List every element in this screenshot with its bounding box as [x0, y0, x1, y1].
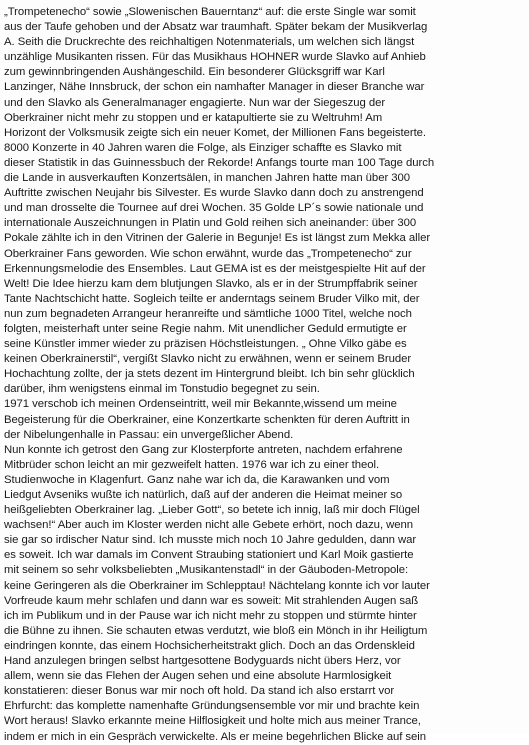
text-line: Pokale zählte ich in den Vitrinen der Galerie in Begunje! Es ist längst zum Mekka aller [4, 232, 431, 245]
text-line: folgten, meisterhaft unter seine Regie nahm. Mit unendlicher Geduld ermutigte er [4, 322, 407, 335]
body-text [4, 5, 526, 745]
text-line: unzählige Musikanten rissen. Für das Musikhaus HOHNER wurde Slavko auf Anhieb [4, 51, 426, 64]
text-line: konstatieren: dieser Bonus war mir noch oft hold. Da stand ich also erstarrt vor [4, 685, 395, 698]
text-line: Studienwoche in Klagenfurt. Ganz nahe war ich da, die Karawanken und vom [4, 473, 390, 486]
text-line: 8000 Konzerte in 40 Jahren waren die Folge, als Einziger schaffte es Slavko mit [4, 141, 402, 154]
text-line: zum gewinnbringenden Aushängeschild. Ein besonderer Glücksgriff war Karl [4, 66, 385, 79]
text-line: Lanzinger, Nähe Innsbruck, der schon ein namhafter Manager in dieser Branche war [4, 81, 425, 94]
text-line: 1971 verschob ich meinen Ordenseintritt, weil mir Bekannte,wissend um meine [4, 398, 397, 411]
text-line: Wort heraus! Slavko erkannte meine Hilflosigkeit und holte mich aus meiner Trance, [4, 715, 421, 728]
text-line: Begeisterung für die Oberkrainer, eine Konzertkarte schenkten für deren Auftritt in [4, 413, 410, 426]
text-line: Vorfreude kaum mehr schlafen und dann war es soweit: Mit strahlenden Augen saß [4, 594, 419, 607]
text-line: Horizont der Volksmusik zeigte sich ein neuer Komet, der Millionen Fans begeisterte. [4, 126, 427, 139]
text-line: ich im Publikum und in der Pause war ich nicht mehr zu stoppen und stürmte hinter [4, 609, 417, 622]
text-line: Tante Nachtschicht hatte. Sogleich teilte er anderntags seinem Bruder Vilko mit, der [4, 292, 420, 305]
text-line: seine Künstler immer wieder zu präzisen Höchstleistungen. „ Ohne Vilko gäbe es [4, 338, 407, 351]
text-line: „Trompetenecho“ sowie „Slowenischen Bauerntanz“ auf: die erste Single war somit [4, 6, 416, 18]
text-line: Erkennungsmelodie des Ensembles. Laut GEMA ist es der meistgespielte Hit auf der [4, 262, 426, 275]
text-line: wachsen!“ Aber auch im Kloster werden nicht alle Gebete erhört, noch dazu, wenn [4, 519, 414, 532]
text-line: und den Slavko als Generalmanager engagierte. Nun war der Siegeszug der [4, 96, 386, 109]
text-line: Welt! Die Idee hierzu kam dem blutjungen Slavko, als er in der Strumpffabrik seiner [4, 277, 418, 290]
text-line: der Nibelungenhalle in Passau: ein unvergeßlicher Abend. [4, 428, 294, 441]
text-line: Auftritte zwischen Neujahr bis Silvester. Es wurde Slavko dann doch zu anstrengend [4, 187, 424, 200]
text-line: Oberkrainer nicht mehr zu stoppen und er katapultierte sie zu Weltruhm! Am [4, 111, 383, 124]
text-line: dieser Statistik in das Guinnessbuch der Rekorde! Anfangs tourte man 100 Tage durch [4, 156, 435, 169]
text-line: und man drosselte die Tournee auf drei Wochen. 35 Golde LP´s sowie nationale und [4, 202, 424, 215]
text-line: Oberkrainer Fans geworden. Wie schon erwähnt, wurde das „Trompetenecho“ zur [4, 247, 412, 260]
text-line: allem, wenn sie das Flehen der Augen sehen und eine absolute Harmlosigkeit [4, 670, 392, 683]
text-line: Mitbrüder schon leicht an mir gezweifelt hatten. 1976 war ich zu einer theol. [4, 458, 380, 471]
text-line: A. Seith die Druckrechte des reichhaltigen Notenmaterials, um welchen sich längst [4, 36, 415, 49]
text-line: Liedgut Avseniks wußte ich natürlich, daß auf der anderen die Heimat meiner so [4, 489, 403, 501]
text-line: die Lande in ausverkauften Konzertsälen, in manchen Jahren hatte man über 300 [4, 172, 411, 185]
text-line: heißgeliebten Oberkrainer lag. „Lieber Gott“, so betete ich innig, laß mir doch Flügel [4, 504, 420, 517]
text-line: keine Geringeren als die Oberkrainer im Schlepptau! Nächtelang konnte ich vor lauter [4, 579, 430, 592]
text-line: keinen Oberkrainerstil“, vergißt Slavko nicht zu erwähnen, wenn er seinem Bruder [4, 353, 412, 366]
text-line: eindringen konnte, das einem Hochsicherheitstrakt glich. Doch an das Ordenskleid [4, 639, 415, 652]
text-line: Nun konnte ich getrost den Gang zur Klosterpforte antreten, nachdem erfahrene [4, 443, 403, 456]
text-line: die Bühne zu ihnen. Sie schauten etwas verdutzt, wie bloß ein Mönch in ihr Heiligtum [4, 624, 428, 637]
text-line: nun zum begnadeten Arrangeur heranreifte und sämtliche 1000 Titel, welche noch [4, 307, 412, 320]
text-line: darüber, ihm wenigstens einmal im Tonstudio begegnet zu sein. [4, 383, 320, 396]
text-line: es soweit. Ich war damals im Convent Straubing stationiert und Karl Moik gastierte [4, 549, 414, 562]
text-line: Hand anzulegen bringen selbst hartgesottene Bodyguards nicht übers Herz, vor [4, 655, 401, 668]
text-line: Hochachtung zollte, der ja stets dezent im Hintergrund bleibt. Ich bin sehr glücklich [4, 368, 415, 381]
text-line: internationale Auszeichnungen in Platin und Gold reihen sich aneinander: über 300 [4, 217, 417, 230]
text-line: Ehrfurcht: das komplette namenhafte Gründungsensemble vor mir und brachte kein [4, 700, 420, 713]
text-line: mit seinem so sehr volksbeliebten „Musikantenstadl“ in der Gäuboden-Metropole: [4, 564, 409, 577]
text-line: sie gar so irdischer Natur sind. Ich musste mich noch 10 Jahre gedulden, dann war [4, 534, 417, 547]
text-line: aus der Taufe gehoben und der Absatz war traumhaft. Später bekam der Musikverlag [4, 21, 428, 34]
text-line: indem er mich in ein Gespräch verwickelte. Als er meine begehrlichen Blicke auf sein [4, 730, 427, 743]
